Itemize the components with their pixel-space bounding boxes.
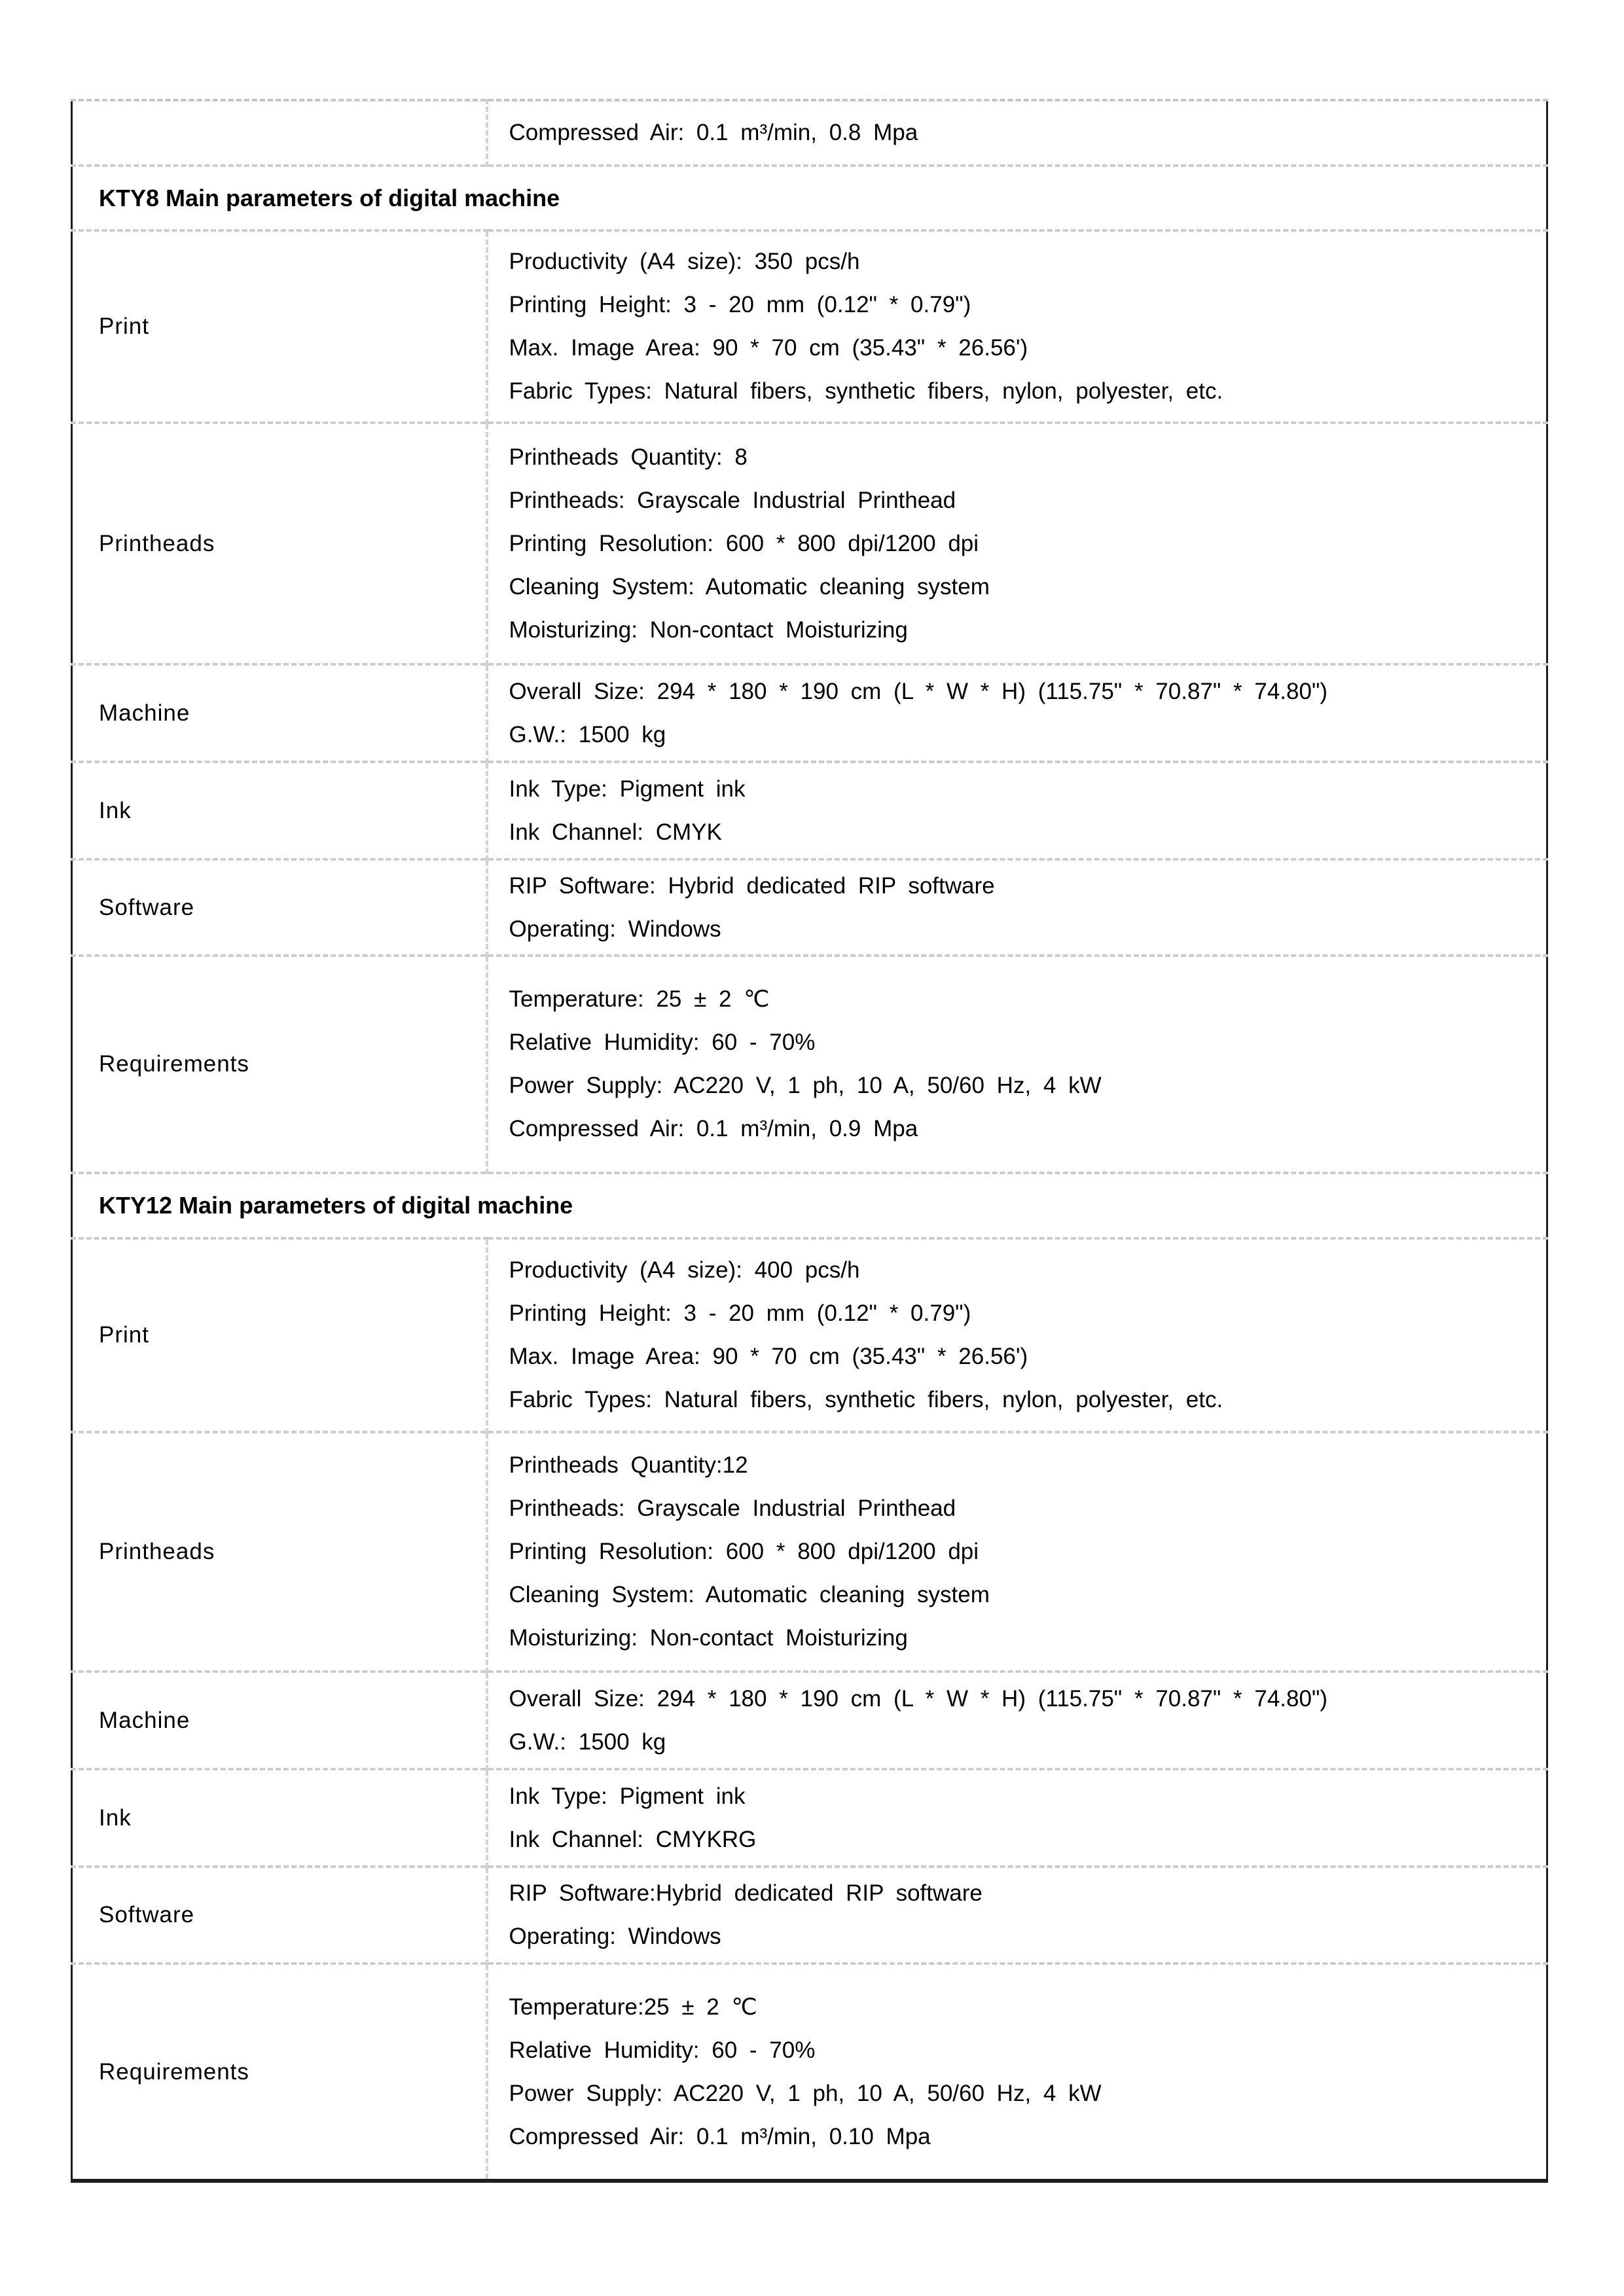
spec-line: Printing Resolution: 600 * 800 dpi/1200 dpi — [509, 530, 979, 556]
spec-line: Operating: Windows — [509, 1924, 721, 1949]
spec-line: Printheads: Grayscale Industrial Printhead — [509, 1496, 956, 1521]
spec-line: G.W.: 1500 kg — [509, 1729, 666, 1755]
spec-line: Moisturizing: Non-contact Moisturizing — [509, 617, 908, 643]
spec-line: Temperature: 25 ± 2 ℃ — [509, 986, 770, 1012]
table-row — [72, 230, 1547, 423]
spec-line: Printheads Quantity: 8 — [509, 444, 748, 470]
spec-line: Temperature:25 ± 2 ℃ — [509, 1994, 757, 2020]
spec-line: Overall Size: 294 * 180 * 190 cm (L * W * H) (115.75" * 70.87" * 74.80") — [509, 678, 1328, 704]
section-header-row — [72, 166, 1547, 230]
row-label — [72, 100, 487, 166]
spec-line: Max. Image Area: 90 * 70 cm (35.43" * 26.56') — [509, 335, 1028, 361]
spec-line: Productivity (A4 size): 350 pcs/h — [509, 249, 860, 274]
row-value — [487, 1867, 1547, 1964]
spec-line: Printing Height: 3 - 20 mm (0.12" * 0.79") — [509, 292, 971, 317]
spec-line: Ink Type: Pigment ink — [509, 1783, 746, 1809]
table-row — [72, 1964, 1547, 2181]
spec-line: Printheads Quantity:12 — [509, 1452, 748, 1478]
spec-line: Moisturizing: Non-contact Moisturizing — [509, 1625, 908, 1651]
spec-line: Printing Resolution: 600 * 800 dpi/1200 dpi — [509, 1539, 979, 1564]
table-row — [72, 1672, 1547, 1769]
spec-line: Printing Height: 3 - 20 mm (0.12" * 0.79") — [509, 1300, 971, 1326]
row-label: Machine — [72, 664, 487, 762]
spec-line: Overall Size: 294 * 180 * 190 cm (L * W * H) (115.75" * 70.87" * 74.80") — [509, 1685, 1328, 1712]
row-label: Software — [72, 1867, 487, 1964]
row-label: Print — [72, 230, 487, 423]
row-label: Ink — [72, 1769, 487, 1867]
table-row — [72, 1769, 1547, 1867]
row-value — [487, 100, 1547, 166]
spec-line: Max. Image Area: 90 * 70 cm (35.43" * 26.56') — [509, 1344, 1028, 1369]
row-label: Requirements — [72, 1964, 487, 2181]
row-value — [487, 1672, 1547, 1769]
row-label: Printheads — [72, 423, 487, 664]
spec-line: Productivity (A4 size): 400 pcs/h — [509, 1257, 860, 1283]
spec-line: Power Supply: AC220 V, 1 ph, 10 A, 50/60 Hz, 4 kW — [509, 2080, 1102, 2106]
table-row — [72, 1867, 1547, 1964]
spec-line: Relative Humidity: 60 - 70% — [509, 2037, 816, 2063]
row-label: Printheads — [72, 1432, 487, 1672]
table-row — [72, 664, 1547, 762]
row-label: Machine — [72, 1672, 487, 1769]
spec-line: Printheads: Grayscale Industrial Printhead — [509, 487, 956, 513]
spec-line: RIP Software: Hybrid dedicated RIP software — [509, 872, 995, 899]
spec-line: Cleaning System: Automatic cleaning system — [509, 573, 990, 600]
spec-line: Ink Channel: CMYK — [509, 819, 722, 845]
spec-line: Compressed Air: 0.1 m³/min, 0.10 Mpa — [509, 2123, 931, 2149]
row-value — [487, 423, 1547, 664]
spec-line: Fabric Types: Natural fibers, synthetic fibers, nylon, polyester, etc. — [509, 378, 1223, 404]
spec-line: Ink Type: Pigment ink — [509, 776, 746, 802]
spec-table — [71, 99, 1548, 2183]
section-header-row — [72, 1173, 1547, 1238]
row-value — [487, 1238, 1547, 1432]
spec-line: Ink Channel: CMYKRG — [509, 1826, 757, 1852]
row-value — [487, 956, 1547, 1173]
section-header: KTY12 Main parameters of digital machine — [72, 1173, 1547, 1238]
table-row — [72, 100, 1547, 166]
spec-line: Power Supply: AC220 V, 1 ph, 10 A, 50/60 Hz, 4 kW — [509, 1073, 1102, 1098]
table-row — [72, 956, 1547, 1173]
spec-line: RIP Software:Hybrid dedicated RIP software — [509, 1880, 983, 1906]
row-value — [487, 664, 1547, 762]
row-value — [487, 1769, 1547, 1867]
spec-line: Cleaning System: Automatic cleaning system — [509, 1582, 990, 1607]
spec-line: Compressed Air: 0.1 m³/min, 0.8 Mpa — [509, 120, 918, 145]
row-label: Software — [72, 859, 487, 956]
row-value — [487, 762, 1547, 859]
spec-line: Operating: Windows — [509, 916, 721, 942]
table-row — [72, 1238, 1547, 1432]
row-value — [487, 1964, 1547, 2181]
table-row — [72, 859, 1547, 956]
spec-line: Fabric Types: Natural fibers, synthetic fibers, nylon, polyester, etc. — [509, 1387, 1223, 1412]
row-label: Requirements — [72, 956, 487, 1173]
spec-table-body — [72, 100, 1547, 2181]
table-row — [72, 762, 1547, 859]
row-value — [487, 1432, 1547, 1672]
spec-line: Relative Humidity: 60 - 70% — [509, 1030, 816, 1055]
row-label: Print — [72, 1238, 487, 1432]
row-value — [487, 859, 1547, 956]
section-header: KTY8 Main parameters of digital machine — [72, 166, 1547, 230]
row-value — [487, 230, 1547, 423]
table-row — [72, 1432, 1547, 1672]
table-row — [72, 423, 1547, 664]
row-label: Ink — [72, 762, 487, 859]
spec-line: G.W.: 1500 kg — [509, 721, 666, 747]
spec-line: Compressed Air: 0.1 m³/min, 0.9 Mpa — [509, 1116, 918, 1141]
